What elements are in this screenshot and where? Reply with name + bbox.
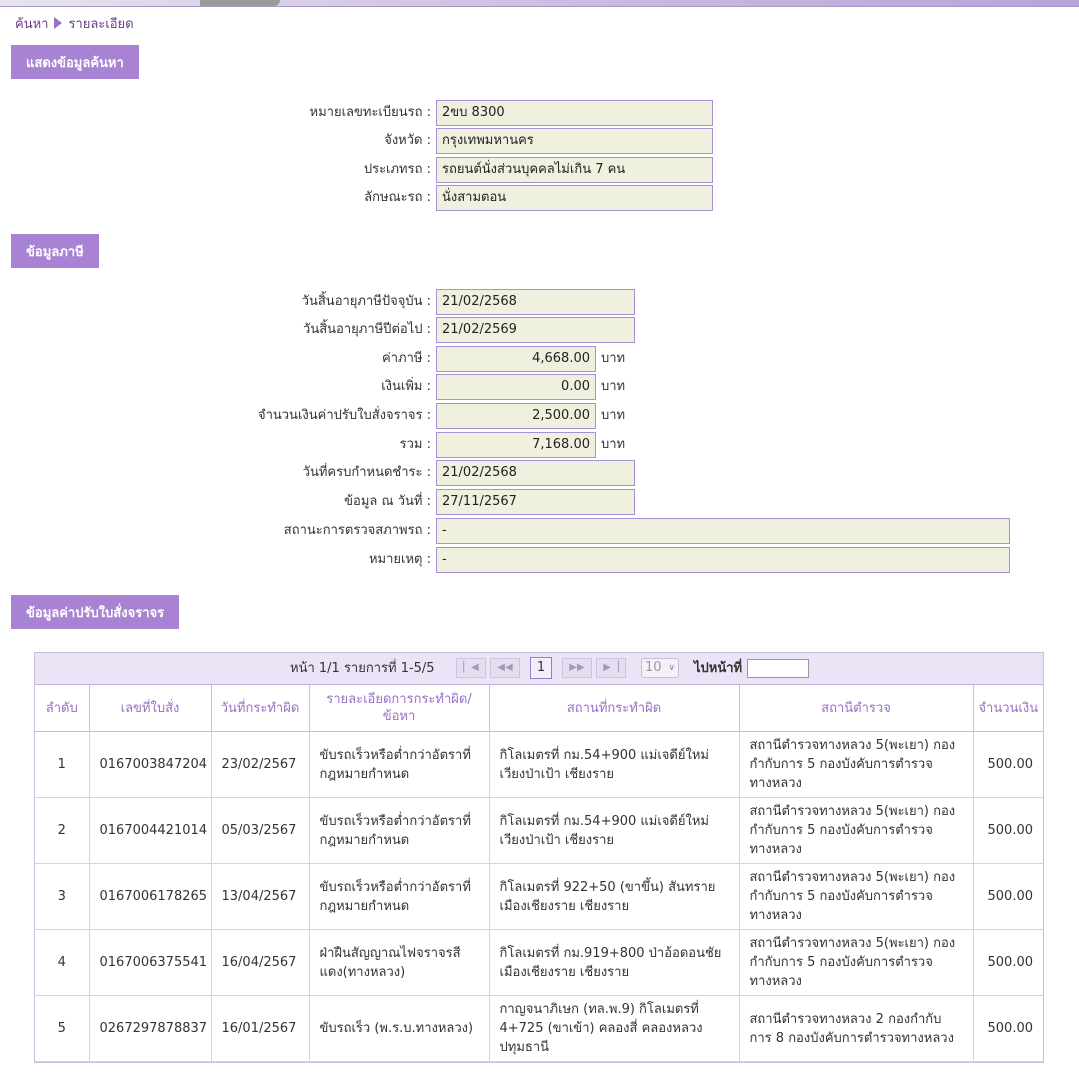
next-expiry-field: 21/02/2569 [436,317,635,343]
cell-detail: ฝ่าฝืนสัญญาณไฟจราจรสีแดง(ทางหลวง) [309,930,489,996]
cell-amount: 500.00 [973,732,1043,798]
fines-section-title: ข้อมูลค่าปรับใบสั่งจราจร [11,595,179,629]
current-expiry-label: วันสิ้นอายุภาษีปัจจุบัน : [301,294,431,309]
vehicle-type-label: ประเภทรถ : [363,162,431,177]
cell-ticket: 0167006375541 [89,930,211,996]
table-row [35,930,1043,996]
cell-no: 5 [35,996,89,1062]
cell-detail: ขับรถเร็วหรือต่ำกว่าอัตราที่กฎหมายกำหนด [309,732,489,798]
tax-label: ค่าภาษี : [382,351,431,366]
cell-date: 16/01/2567 [211,996,309,1062]
fines-table [35,685,1043,1062]
cell-no: 4 [35,930,89,996]
col-header-ticket: เลขที่ใบสั่ง [89,685,211,732]
cell-date: 23/02/2567 [211,732,309,798]
due-date-label: วันที่ครบกำหนดชำระ : [302,465,431,480]
next-page-icon[interactable]: ▶▶ [562,658,592,678]
cell-ticket: 0267297878837 [89,996,211,1062]
surcharge-field: 0.00 [436,374,596,400]
surcharge-unit: บาท [601,379,626,394]
tax-unit: บาท [601,351,626,366]
data-as-of-label: ข้อมูล ณ วันที่ : [344,494,431,509]
cell-ticket: 0167006178265 [89,864,211,930]
cell-amount: 500.00 [973,798,1043,864]
due-date-field: 21/02/2568 [436,460,635,486]
top-banner-strip [0,0,1079,7]
chevron-down-icon: ∨ [668,663,675,673]
tax-field: 4,668.00 [436,346,596,372]
cell-place: กิโลเมตรที่ 922+50 (ขาขึ้น) สันทราย เมืองเชียงราย เชียงราย [489,864,739,930]
grand-total-label: รวม : [399,437,431,452]
province-field: กรุงเทพมหานคร [436,128,713,154]
col-header-place: สถานที่กระทำผิด [489,685,739,732]
col-header-date: วันที่กระทำผิด [211,685,309,732]
last-page-icon[interactable]: ▶▕ [596,658,626,678]
plate-field: 2ขบ 8300 [436,100,713,126]
prev-page-icon[interactable]: ◀◀ [490,658,520,678]
cell-amount: 500.00 [973,996,1043,1062]
cell-station: สถานีตำรวจทางหลวง 5(พะเยา) กองกำกับการ 5 กองบังคับการตำรวจทางหลวง [739,930,973,996]
cell-amount: 500.00 [973,930,1043,996]
cell-detail: ขับรถเร็วหรือต่ำกว่าอัตราที่กฎหมายกำหนด [309,864,489,930]
surcharge-label: เงินเพิ่ม : [381,379,431,394]
cell-station: สถานีตำรวจทางหลวง 2 กองกำกับการ 8 กองบังคับการตำรวจทางหลวง [739,996,973,1062]
cell-station: สถานีตำรวจทางหลวง 5(พะเยา) กองกำกับการ 5 กองบังคับการตำรวจทางหลวง [739,732,973,798]
cell-ticket: 0167003847204 [89,732,211,798]
col-header-detail: รายละเอียดการกระทำผิด/ข้อหา [309,685,489,732]
breadcrumb-arrow-icon [54,17,62,29]
cell-no: 2 [35,798,89,864]
col-header-amount: จำนวนเงิน [973,685,1043,732]
cell-station: สถานีตำรวจทางหลวง 5(พะเยา) กองกำกับการ 5 กองบังคับการตำรวจทางหลวง [739,798,973,864]
cell-detail: ขับรถเร็ว (พ.ร.บ.ทางหลวง) [309,996,489,1062]
cell-place: กิโลเมตรที่ กม.919+800 ป่าอ้อดอนชัย เมืองเชียงราย เชียงราย [489,930,739,996]
fine-total-unit: บาท [601,408,626,423]
goto-page-input[interactable] [747,659,809,678]
tax-section-title: ข้อมูลภาษี [11,234,99,268]
cell-ticket: 0167004421014 [89,798,211,864]
first-page-icon[interactable]: ▏◀ [456,658,486,678]
plate-label: หมายเลขทะเบียนรถ : [309,105,431,120]
grand-total-unit: บาท [601,437,626,452]
page-size-select[interactable] [641,658,679,678]
breadcrumb-search-link[interactable]: ค้นหา [15,16,49,32]
cell-no: 1 [35,732,89,798]
pager [35,653,1043,685]
fine-total-label: จำนวนเงินค่าปรับใบสั่งจราจร : [257,408,431,423]
inspection-label: สถานะการตรวจสภาพรถ : [283,523,431,538]
vehicle-style-label: ลักษณะรถ : [364,190,431,205]
pager-info: หน้า 1/1 รายการที่ 1-5/5 [290,661,435,676]
grand-total-field: 7,168.00 [436,432,596,458]
search-section-title: แสดงข้อมูลค้นหา [11,45,139,79]
cell-no: 3 [35,864,89,930]
fine-total-field: 2,500.00 [436,403,596,429]
table-header-row [35,685,1043,732]
breadcrumb-detail: รายละเอียด [68,16,134,32]
table-row [35,864,1043,930]
table-row [35,996,1043,1062]
fines-grid [34,652,1044,1063]
col-header-station: สถานีตำรวจ [739,685,973,732]
next-expiry-label: วันสิ้นอายุภาษีปีต่อไป : [303,322,431,337]
table-row [35,798,1043,864]
remark-label: หมายเหตุ : [368,552,431,567]
cell-place: กาญจนาภิเษก (ทล.พ.9) กิโลเมตรที่ 4+725 (ขาเข้า) คลองสี่ คลองหลวง ปทุมธานี [489,996,739,1062]
cell-place: กิโลเมตรที่ กม.54+900 แม่เจดีย์ใหม่ เวียงป่าเป้า เชียงราย [489,798,739,864]
remark-field: - [436,547,1010,573]
current-page-button[interactable]: 1 [530,657,552,679]
province-label: จังหวัด : [384,133,431,148]
inspection-field: - [436,518,1010,544]
cell-place: กิโลเมตรที่ กม.54+900 แม่เจดีย์ใหม่ เวียงป่าเป้า เชียงราย [489,732,739,798]
cell-detail: ขับรถเร็วหรือต่ำกว่าอัตราที่กฎหมายกำหนด [309,798,489,864]
breadcrumb [15,14,134,32]
goto-page-label: ไปหน้าที่ [694,661,743,676]
table-row [35,732,1043,798]
page-size-value: 10 [645,660,662,675]
cell-date: 05/03/2567 [211,798,309,864]
cell-amount: 500.00 [973,864,1043,930]
cell-date: 13/04/2567 [211,864,309,930]
vehicle-type-field: รถยนต์นั่งส่วนบุคคลไม่เกิน 7 คน [436,157,713,183]
cell-date: 16/04/2567 [211,930,309,996]
data-as-of-field: 27/11/2567 [436,489,635,515]
vehicle-style-field: นั่งสามตอน [436,185,713,211]
current-expiry-field: 21/02/2568 [436,289,635,315]
cell-station: สถานีตำรวจทางหลวง 5(พะเยา) กองกำกับการ 5 กองบังคับการตำรวจทางหลวง [739,864,973,930]
banner-decoration [200,0,280,6]
col-header-no: ลำดับ [35,685,89,732]
